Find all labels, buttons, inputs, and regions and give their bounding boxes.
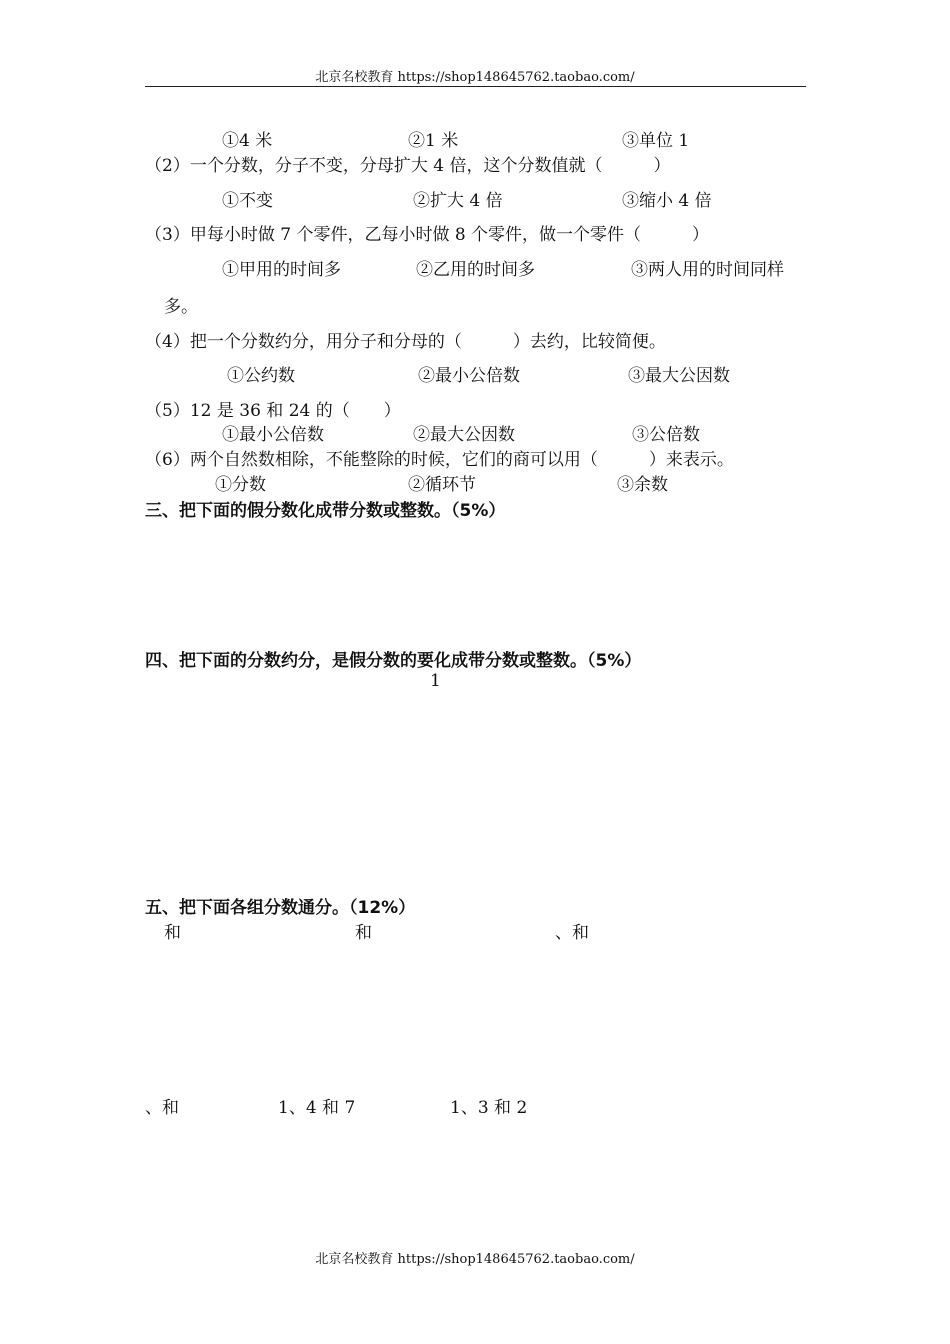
page-header: 北京名校教育 https://shop148645762.taobao.com/ <box>315 70 635 85</box>
q5-option-3: ③公倍数 <box>632 425 700 445</box>
section-5-row2-item-3: 1、3 和 2 <box>450 1098 528 1118</box>
q4-option-1: ①公约数 <box>227 366 295 386</box>
q6-option-2: ②循环节 <box>408 475 476 495</box>
q2-option-1: ①不变 <box>222 191 273 211</box>
q1-option-2: ②1 米 <box>408 131 459 151</box>
page-footer: 北京名校教育 https://shop148645762.taobao.com/ <box>315 1252 635 1267</box>
q3-continuation: 多。 <box>164 297 198 317</box>
q3-option-3: ③两人用的时间同样 <box>631 260 784 280</box>
q2-option-2: ②扩大 4 倍 <box>413 191 503 211</box>
q6-option-1: ①分数 <box>215 475 266 495</box>
q3-option-1: ①甲用的时间多 <box>222 260 341 280</box>
q6-option-3: ③余数 <box>617 475 668 495</box>
q5-text: （5）12 是 36 和 24 的（ ） <box>145 401 401 421</box>
section-5-row1-item-3: 、和 <box>555 923 589 943</box>
q5-option-2: ②最大公因数 <box>413 425 515 445</box>
section-3-title: 三、把下面的假分数化成带分数或整数。（5%） <box>145 501 506 521</box>
q4-option-3: ③最大公因数 <box>628 366 730 386</box>
q1-option-3: ③单位 1 <box>622 131 690 151</box>
header-rule <box>145 86 806 87</box>
q3-option-2: ②乙用的时间多 <box>416 260 535 280</box>
section-5-row2-item-2: 1、4 和 7 <box>278 1098 356 1118</box>
section-4-item: 1 <box>430 671 441 691</box>
section-4-title: 四、把下面的分数约分，是假分数的要化成带分数或整数。（5%） <box>145 651 642 671</box>
q1-option-1: ①4 米 <box>222 131 273 151</box>
section-5-row1-item-2: 和 <box>355 923 372 943</box>
q2-option-3: ③缩小 4 倍 <box>622 191 712 211</box>
section-5-title: 五、把下面各组分数通分。（12%） <box>145 898 416 918</box>
q3-text: （3）甲每小时做 7 个零件，乙每小时做 8 个零件，做一个零件（ ） <box>145 225 710 245</box>
section-5-row1-item-1: 和 <box>164 923 181 943</box>
q6-text: （6）两个自然数相除，不能整除的时候，它们的商可以用（ ）来表示。 <box>145 450 734 470</box>
q5-option-1: ①最小公倍数 <box>222 425 324 445</box>
q4-text: （4）把一个分数约分，用分子和分母的（ ）去约，比较简便。 <box>145 332 666 352</box>
q4-option-2: ②最小公倍数 <box>418 366 520 386</box>
q2-text: （2）一个分数，分子不变，分母扩大 4 倍，这个分数值就（ ） <box>145 156 671 176</box>
section-5-row2-item-1: 、和 <box>145 1098 179 1118</box>
